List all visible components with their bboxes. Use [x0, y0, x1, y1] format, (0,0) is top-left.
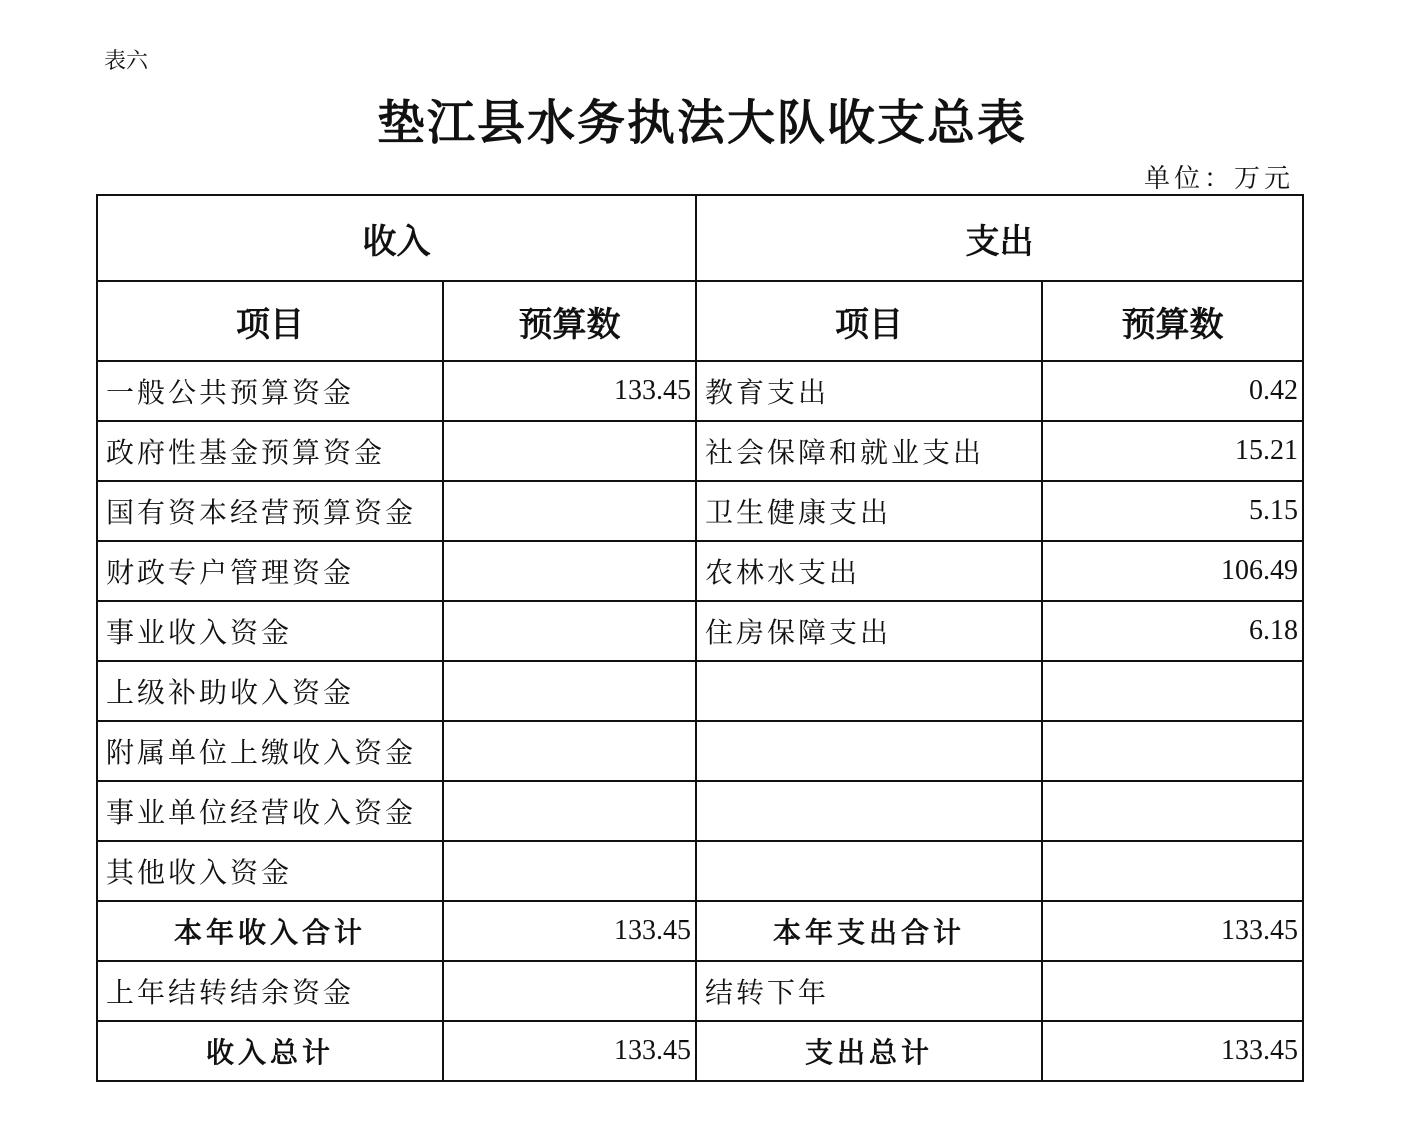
expense-item	[696, 721, 1042, 781]
expense-value	[1042, 841, 1303, 901]
income-item: 一般公共预算资金	[97, 361, 443, 421]
expense-value	[1042, 661, 1303, 721]
expense-total-value: 133.45	[1042, 1021, 1303, 1081]
income-value	[443, 661, 696, 721]
expense-budget-column-header: 预算数	[1042, 281, 1303, 361]
income-section-header: 收入	[97, 195, 696, 281]
income-item: 附属单位上缴收入资金	[97, 721, 443, 781]
expense-subtotal-label: 本年支出合计	[696, 901, 1042, 961]
expense-item: 住房保障支出	[696, 601, 1042, 661]
expense-value: 106.49	[1042, 541, 1303, 601]
table-row	[97, 601, 1303, 661]
page-title: 垫江县水务执法大队收支总表	[376, 95, 1027, 151]
expense-value: 0.42	[1042, 361, 1303, 421]
expense-value: 6.18	[1042, 601, 1303, 661]
expense-item: 结转下年	[696, 961, 1042, 1021]
income-value	[443, 781, 696, 841]
income-value	[443, 601, 696, 661]
income-item: 事业单位经营收入资金	[97, 781, 443, 841]
table-row	[97, 961, 1303, 1021]
income-value	[443, 541, 696, 601]
income-item: 其他收入资金	[97, 841, 443, 901]
expense-item: 社会保障和就业支出	[696, 421, 1042, 481]
income-item: 财政专户管理资金	[97, 541, 443, 601]
income-item: 事业收入资金	[97, 601, 443, 661]
expense-item: 卫生健康支出	[696, 481, 1042, 541]
income-total-value: 133.45	[443, 1021, 696, 1081]
table-row	[97, 781, 1303, 841]
table-row	[97, 841, 1303, 901]
grand-total-row	[97, 1021, 1303, 1081]
expense-item	[696, 841, 1042, 901]
income-budget-column-header: 预算数	[443, 281, 696, 361]
unit-label: 单位：万元	[1143, 164, 1294, 194]
table-number: 表六	[104, 49, 149, 74]
income-value	[443, 841, 696, 901]
income-item: 上级补助收入资金	[97, 661, 443, 721]
table-row	[97, 721, 1303, 781]
expense-item-column-header: 项目	[696, 281, 1042, 361]
expense-section-header: 支出	[696, 195, 1303, 281]
income-subtotal-value: 133.45	[443, 901, 696, 961]
income-value	[443, 961, 696, 1021]
income-item: 上年结转结余资金	[97, 961, 443, 1021]
income-item: 国有资本经营预算资金	[97, 481, 443, 541]
table-row	[97, 361, 1303, 421]
income-expense-table	[96, 194, 1304, 1082]
subtotal-row	[97, 901, 1303, 961]
income-value	[443, 481, 696, 541]
expense-item	[696, 661, 1042, 721]
expense-item: 农林水支出	[696, 541, 1042, 601]
expense-total-label: 支出总计	[696, 1021, 1042, 1081]
table-row	[97, 421, 1303, 481]
table-row	[97, 541, 1303, 601]
expense-value	[1042, 781, 1303, 841]
expense-subtotal-value: 133.45	[1042, 901, 1303, 961]
income-item-column-header: 项目	[97, 281, 443, 361]
income-value	[443, 721, 696, 781]
income-item: 政府性基金预算资金	[97, 421, 443, 481]
column-header-row	[97, 281, 1303, 361]
income-subtotal-label: 本年收入合计	[97, 901, 443, 961]
expense-value: 15.21	[1042, 421, 1303, 481]
expense-value: 5.15	[1042, 481, 1303, 541]
expense-item: 教育支出	[696, 361, 1042, 421]
income-value: 133.45	[443, 361, 696, 421]
table-row	[97, 481, 1303, 541]
table-row	[97, 661, 1303, 721]
expense-value	[1042, 961, 1303, 1021]
section-header-row	[97, 195, 1303, 281]
income-value	[443, 421, 696, 481]
expense-value	[1042, 721, 1303, 781]
income-total-label: 收入总计	[97, 1021, 443, 1081]
expense-item	[696, 781, 1042, 841]
